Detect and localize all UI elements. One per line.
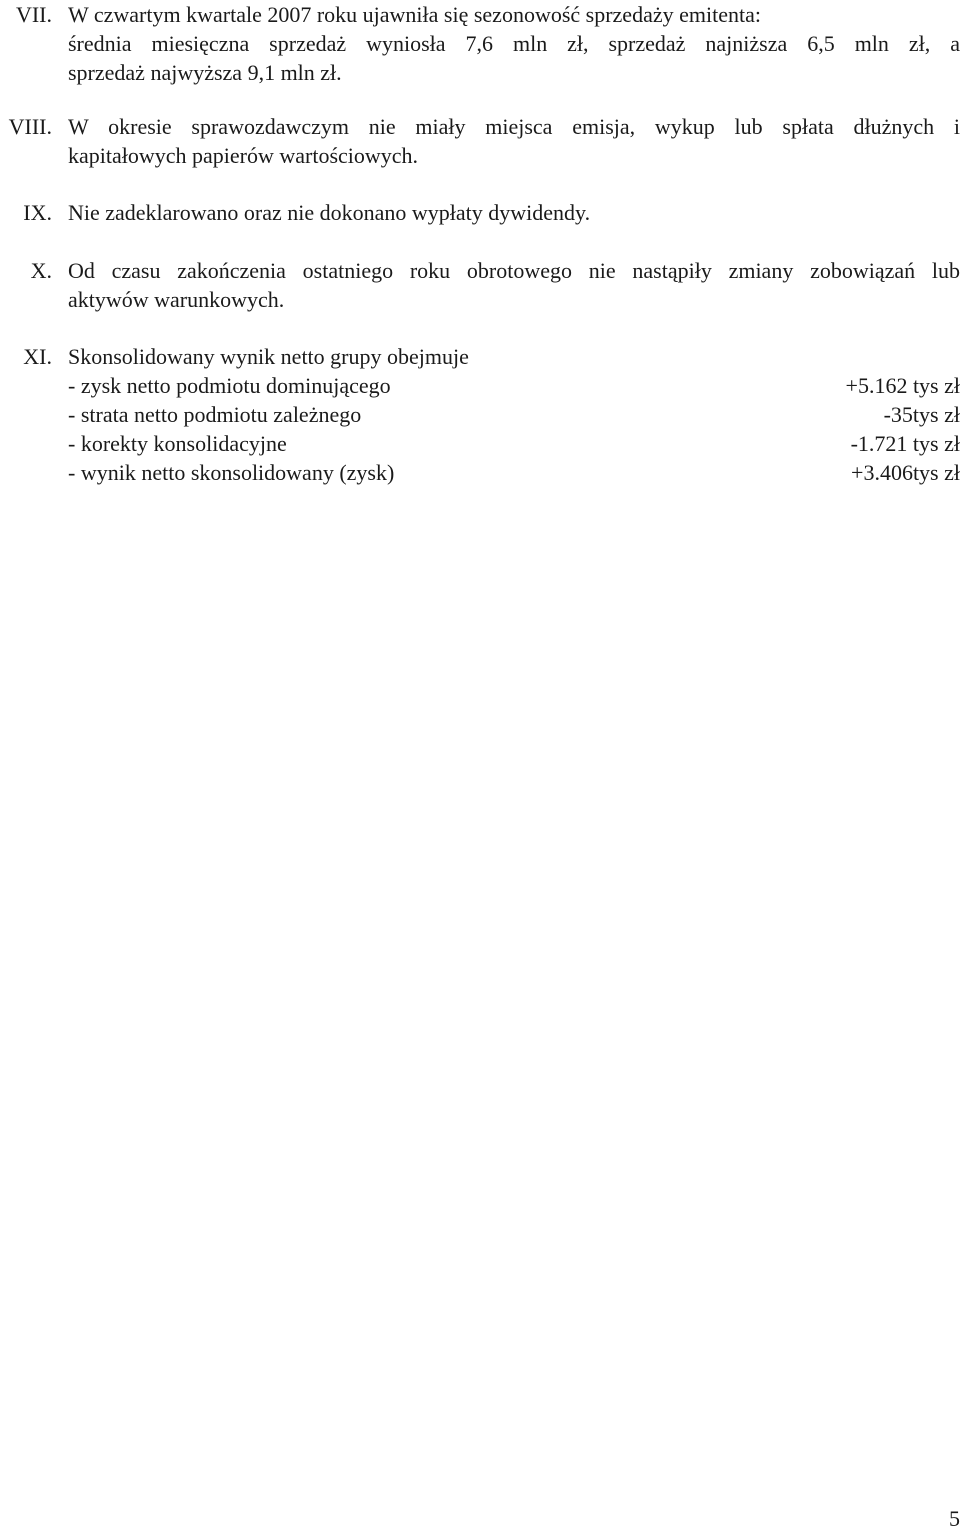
result-row [68, 371, 960, 400]
section-text [68, 198, 960, 227]
result-value: -35tys zł [883, 402, 960, 427]
result-row [68, 400, 960, 429]
section-numeral: IX. [23, 200, 52, 225]
text-line: kapitałowych papierów wartościowych. [68, 143, 419, 168]
section-text [68, 256, 960, 314]
text-line: Nie zadeklarowano oraz nie dokonano wypłaty dywidendy. [68, 200, 591, 225]
section-numeral: XI. [23, 344, 52, 369]
result-row [68, 429, 960, 458]
section-intro: Skonsolidowany wynik netto grupy obejmuje [68, 344, 469, 369]
result-value: -1.721 tys zł [850, 431, 960, 456]
section-text [68, 342, 960, 487]
section-text [68, 112, 960, 170]
text-line: sprzedaż najwyższa 9,1 mln zł. [68, 60, 342, 85]
text-line: aktywów warunkowych. [68, 287, 285, 312]
text-line: W czwartym kwartale 2007 roku ujawniła się sezonowość sprzedaży emitenta: [68, 2, 761, 27]
section-numeral: VIII. [8, 114, 52, 139]
text-line: średnia miesięczna sprzedaż wyniosła 7,6 mln zł, sprzedaż najniższa 6,5 mln zł, a [68, 31, 960, 56]
text-line: Od czasu zakończenia ostatniego roku obrotowego nie nastąpiły zmiany zobowiązań lub [68, 258, 960, 283]
result-row [68, 458, 960, 487]
result-label: - korekty konsolidacyjne [68, 431, 287, 456]
page-number: 5 [949, 1506, 960, 1531]
result-label: - wynik netto skonsolidowany (zysk) [68, 460, 395, 485]
text-line: W okresie sprawozdawczym nie miały miejsca emisja, wykup lub spłata dłużnych i [68, 114, 960, 139]
section-text [68, 0, 960, 87]
section-numeral: VII. [15, 2, 52, 27]
result-value: +3.406tys zł [851, 460, 960, 485]
result-value: +5.162 tys zł [845, 373, 960, 398]
result-label: - zysk netto podmiotu dominującego [68, 373, 391, 398]
result-label: - strata netto podmiotu zależnego [68, 402, 362, 427]
section-numeral: X. [30, 258, 52, 283]
